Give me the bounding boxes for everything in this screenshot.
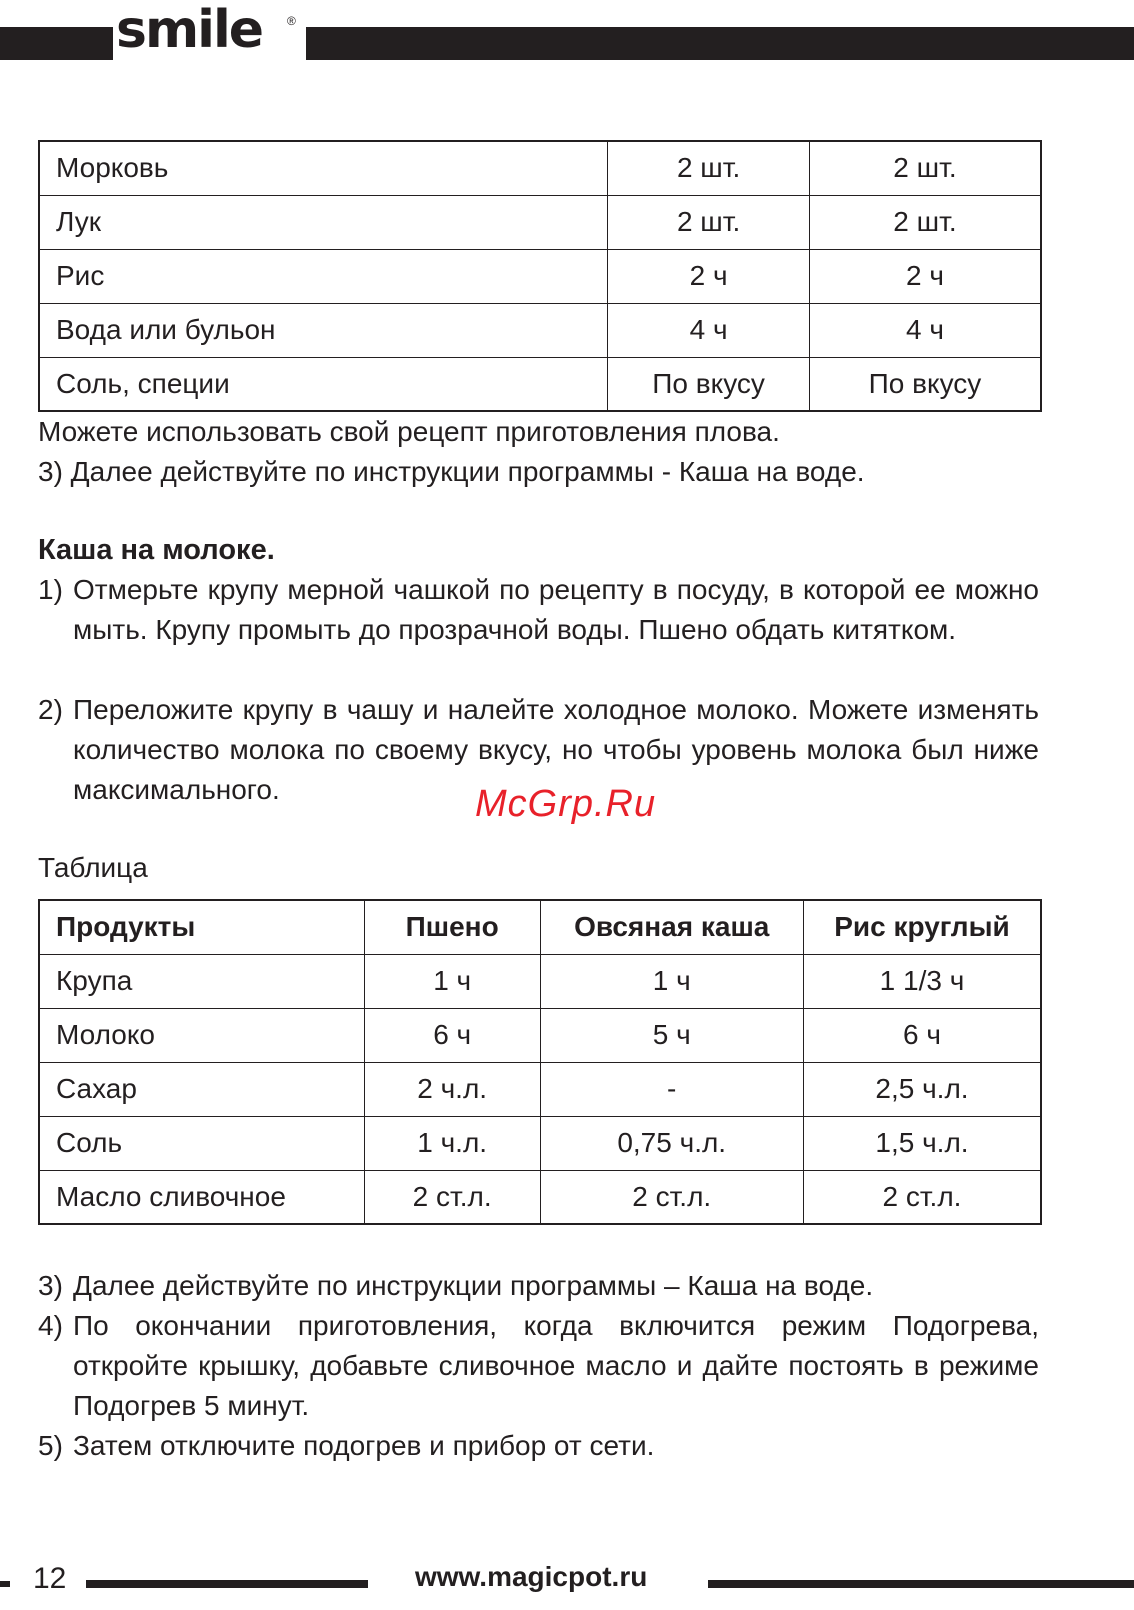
- table-cell: 2 ч.л.: [364, 1062, 540, 1116]
- table-cell: 6 ч: [803, 1008, 1041, 1062]
- step-text: Далее действуйте по инструкции программы – Каша на воде.: [73, 1270, 874, 1301]
- ingredient-name: Соль, специи: [39, 357, 608, 411]
- table-cell: 1 ч: [540, 954, 803, 1008]
- column-header: Продукты: [39, 900, 364, 954]
- table-cell: По вкусу: [608, 357, 810, 411]
- step-number: 4): [38, 1310, 63, 1341]
- step-text: Переложите крупу в чашу и налейте холодное молоко. Можете изменять количество молока по своему вкусу, но чтобы уровень молока был ниже максимального.: [73, 694, 1039, 805]
- column-header: Пшено: [364, 900, 540, 954]
- header-bar-left: [0, 27, 113, 60]
- watermark: McGrp.Ru: [475, 783, 657, 825]
- table-row: [39, 357, 1041, 411]
- step-4: [38, 1306, 1039, 1426]
- table-cell: 1 ч: [364, 954, 540, 1008]
- table-cell: 2 ч: [809, 249, 1041, 303]
- table-cell: 4 ч: [809, 303, 1041, 357]
- table-cell: 2 ст.л.: [803, 1170, 1041, 1224]
- pilaf-ingredients-table: [38, 140, 1042, 412]
- ingredient-name: Морковь: [39, 141, 608, 195]
- table-row: [39, 303, 1041, 357]
- table-header-row: [39, 900, 1041, 954]
- step-number: 1): [38, 574, 63, 605]
- step-number: 5): [38, 1430, 63, 1461]
- step-5: [38, 1426, 1039, 1466]
- product-name: Масло сливочное: [39, 1170, 364, 1224]
- table-cell: 1 ч.л.: [364, 1116, 540, 1170]
- section-heading: Каша на молоке.: [38, 534, 275, 566]
- ingredient-name: Рис: [39, 249, 608, 303]
- table-row: [39, 141, 1041, 195]
- table-caption: Таблица: [38, 852, 148, 883]
- step-text: По окончании приготовления, когда включится режим Подогрева, откройте крышку, добавьте сливочное масло и дайте постоять в режиме Подогрев 5 минут.: [73, 1310, 1039, 1421]
- table-cell: 2 шт.: [809, 195, 1041, 249]
- step-text: Отмерьте крупу мерной чашкой по рецепту в посуду, в которой ее можно мыть. Крупу промыть до прозрачной воды. Пшено обдать китятком.: [73, 574, 1039, 645]
- table-cell: 1,5 ч.л.: [803, 1116, 1041, 1170]
- table-cell: 2 шт.: [608, 141, 810, 195]
- table-cell: 0,75 ч.л.: [540, 1116, 803, 1170]
- table-cell: -: [540, 1062, 803, 1116]
- table-cell: 2 ст.л.: [364, 1170, 540, 1224]
- step-number: 3): [38, 1270, 63, 1301]
- table-row: [39, 954, 1041, 1008]
- footer-url: www.magicpot.ru: [415, 1561, 648, 1592]
- step-1: [38, 570, 1039, 650]
- table-cell: 6 ч: [364, 1008, 540, 1062]
- table-row: [39, 1116, 1041, 1170]
- footer-bar-right: [708, 1580, 1134, 1588]
- table-row: [39, 195, 1041, 249]
- footer-bar-left: [86, 1580, 368, 1588]
- table-row: [39, 1008, 1041, 1062]
- column-header: Овсяная каша: [540, 900, 803, 954]
- table-cell: 2 шт.: [608, 195, 810, 249]
- product-name: Сахар: [39, 1062, 364, 1116]
- table-row: [39, 249, 1041, 303]
- column-header: Рис круглый: [803, 900, 1041, 954]
- table-row: [39, 1170, 1041, 1224]
- page-number: 12: [33, 1562, 67, 1595]
- step-3: [38, 1266, 1039, 1306]
- table-row: [39, 1062, 1041, 1116]
- table-cell: 1 1/3 ч: [803, 954, 1041, 1008]
- registered-mark: ®: [287, 14, 296, 28]
- step-text: Затем отключите подогрев и прибор от сети.: [73, 1430, 655, 1461]
- smile-logo: smile: [116, 0, 263, 60]
- product-name: Молоко: [39, 1008, 364, 1062]
- header-bar-right: [306, 27, 1134, 60]
- porridge-table: [38, 899, 1042, 1225]
- table-cell: По вкусу: [809, 357, 1041, 411]
- step-number: 2): [38, 694, 63, 725]
- step-3-text: 3) Далее действуйте по инструкции программы - Каша на воде.: [38, 456, 865, 487]
- table-cell: 2 ч: [608, 249, 810, 303]
- recipe-note: Можете использовать свой рецепт приготовления плова.: [38, 416, 780, 447]
- ingredient-name: Вода или бульон: [39, 303, 608, 357]
- ingredient-name: Лук: [39, 195, 608, 249]
- table-cell: 2 шт.: [809, 141, 1041, 195]
- table-cell: 2,5 ч.л.: [803, 1062, 1041, 1116]
- product-name: Соль: [39, 1116, 364, 1170]
- table-cell: 2 ст.л.: [540, 1170, 803, 1224]
- table-cell: 4 ч: [608, 303, 810, 357]
- footer-mark: [0, 1581, 10, 1587]
- table-cell: 5 ч: [540, 1008, 803, 1062]
- product-name: Крупа: [39, 954, 364, 1008]
